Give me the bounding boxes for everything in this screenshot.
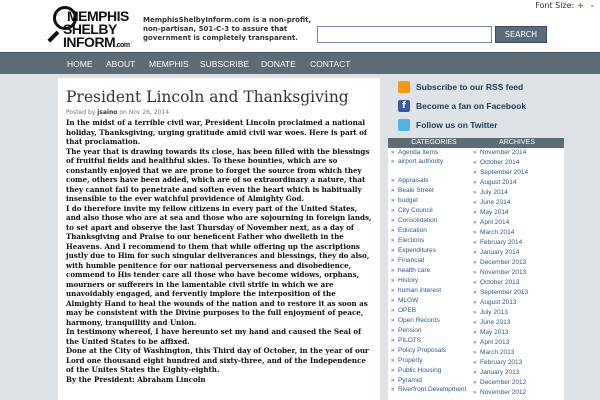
category-label: Policy Proposals — [398, 347, 447, 354]
bullet-icon: » — [473, 270, 477, 276]
subscribe-twitter-label[interactable]: Follow us on Twitter — [416, 120, 498, 130]
archive-label: February 2013 — [480, 359, 523, 366]
archives-list — [470, 148, 564, 398]
post-paragraph: In testimony whereof, I have hereunto set my hand and caused the Seal of the United States to be affixed. — [66, 327, 362, 346]
bullet-icon: » — [391, 288, 395, 294]
bullet-icon: » — [473, 210, 477, 216]
category-label: Consolidation — [398, 217, 438, 224]
category-label: Elections — [398, 237, 425, 244]
bullet-icon: » — [473, 260, 477, 266]
bullet-icon: » — [391, 378, 395, 384]
archive-link[interactable] — [470, 188, 564, 198]
category-link[interactable] — [388, 376, 480, 386]
nav-about[interactable]: ABOUT — [106, 59, 136, 69]
archive-label: January 2013 — [480, 369, 520, 376]
facebook-icon: f — [398, 100, 410, 112]
bullet-icon: » — [391, 358, 395, 364]
category-label: Appraisals — [398, 177, 429, 184]
font-increase-button[interactable]: + — [577, 1, 584, 10]
archive-link[interactable] — [470, 348, 564, 358]
bullet-icon: » — [473, 240, 477, 246]
bullet-icon: » — [391, 150, 395, 156]
post-paragraph: In the midst of a terrible civil war, President Lincoln proclaimed a national holiday, Thanksgiving, urging gratitude amid civil war woes. Here is part of that proclamation. — [66, 118, 367, 146]
archive-label: April 2014 — [480, 219, 510, 226]
categories-list — [388, 148, 480, 400]
archive-link[interactable] — [470, 238, 564, 248]
archive-label: April 2013 — [480, 339, 510, 346]
category-link[interactable] — [388, 226, 480, 236]
bullet-icon: » — [391, 238, 395, 244]
archives-widget — [470, 138, 564, 400]
archive-label: July 2014 — [480, 189, 508, 196]
bullet-icon: » — [391, 268, 395, 274]
bullet-icon: » — [473, 330, 477, 336]
bullet-icon: » — [473, 340, 477, 346]
rss-icon — [398, 81, 410, 93]
logo-line-3 — [63, 34, 130, 50]
bullet-icon: » — [391, 188, 395, 194]
post-paragraph: I do therefore invite my fellow citizens in every part of the United States, and also those who are at sea and those who are sojourning in foreign lands, to set apart and observe the last Thursday of November next, as a day of Thanksgiving and Praise to our beneficent Father who dwelleth in the Heavens. And I recommend to them that while offering up the ascriptions justly due to Him for such singular deliverances and blessings, they do also, with humble penitence for our national perverseness and disobedience, commend to His tender care all those who have become widows, orphans, mourners or sufferers in the lamentable civil strife in which we are unavoidably engaged, and fervently implore the interposition of the Almighty Hand to heal the wounds of the nation and to restore it as soon as may be consistent with the Divine purposes to the full enjoyment of peace, harmony, tranquillity and Union. — [66, 203, 372, 327]
font-decrease-button[interactable]: - — [590, 1, 594, 10]
category-label: human interest — [398, 287, 441, 294]
bullet-icon: » — [473, 200, 477, 206]
post-author[interactable]: jsaino — [97, 109, 118, 116]
archive-label: July 2013 — [480, 309, 508, 316]
logo-line-2: SHELBY — [63, 21, 117, 37]
bullet-icon: » — [391, 228, 395, 234]
category-link[interactable] — [388, 176, 480, 186]
bullet-icon: » — [391, 178, 395, 184]
subscribe-twitter[interactable] — [396, 118, 600, 134]
category-link[interactable] — [388, 326, 480, 336]
bullet-icon: » — [391, 368, 395, 374]
bullet-icon: » — [473, 230, 477, 236]
category-label: City Council — [398, 207, 433, 214]
category-label: MLGW — [398, 297, 419, 304]
archive-link[interactable] — [470, 308, 564, 318]
site-tagline: MemphisShelbyInform.com is a non-profit, non-partisan, 501-C-3 to assure that government is completely transparent. — [143, 16, 312, 42]
bullet-icon: » — [391, 208, 395, 214]
category-label: Education — [398, 227, 427, 234]
category-label: Pyramid — [398, 377, 422, 384]
category-link[interactable] — [388, 296, 480, 306]
archive-label: December 2012 — [480, 379, 527, 386]
category-link[interactable] — [388, 256, 480, 266]
bullet-icon: » — [391, 218, 395, 224]
archive-link[interactable] — [470, 338, 564, 348]
archive-link[interactable] — [470, 158, 564, 168]
bullet-icon: » — [473, 160, 477, 166]
category-label: budget — [398, 197, 418, 204]
category-link[interactable] — [388, 236, 480, 246]
category-link[interactable] — [388, 276, 480, 286]
post-content — [58, 78, 380, 400]
bullet-icon: » — [473, 380, 477, 386]
category-link[interactable] — [388, 196, 480, 206]
bullet-icon: » — [473, 280, 477, 286]
post-paragraph: The year that is drawing towards its close, has been filled with the blessings of fruitful fields and healthful skies. To these bounties, which are so constantly enjoyed that we are prone to forget the source from which they come, others have been added, which are of so extraordinary a nature, that they cannot fail to penetrate and soften even the heart which is habitually insensible to the ever watchful providence of Almighty God. — [66, 146, 370, 203]
archive-label: January 2014 — [480, 249, 520, 256]
category-link[interactable] — [388, 336, 480, 346]
archive-label: May 2014 — [480, 209, 509, 216]
archive-link[interactable] — [470, 258, 564, 268]
post-paragraph: Done at the City of Washington, this Third day of October, in the year of our Lord one thousand eight hundred and sixty-three, and of the Independence of the Unites States the Eighty-eighth. — [66, 346, 369, 374]
bullet-icon: » — [473, 360, 477, 366]
search-input[interactable] — [317, 26, 492, 43]
bullet-icon: » — [391, 248, 395, 254]
category-link[interactable] — [388, 206, 480, 216]
archive-link[interactable] — [470, 288, 564, 298]
bullet-icon: » — [391, 387, 395, 393]
category-link[interactable] — [388, 158, 480, 176]
magnifier-handle — [47, 31, 59, 43]
nav-memphis[interactable]: MEMPHIS — [149, 59, 189, 69]
bullet-icon: » — [473, 320, 477, 326]
archive-link[interactable] — [470, 228, 564, 238]
archive-label: October 2013 — [480, 279, 520, 286]
bullet-icon: » — [391, 328, 395, 334]
archive-link[interactable] — [470, 318, 564, 328]
category-label: health care — [398, 267, 431, 274]
twitter-icon — [398, 119, 410, 131]
archive-label: June 2014 — [480, 199, 511, 206]
font-size-control — [535, 1, 594, 10]
categories-title: CATEGORIES — [388, 138, 480, 148]
site-header — [0, 0, 600, 52]
archive-label: June 2013 — [480, 319, 511, 326]
bullet-icon: » — [473, 250, 477, 256]
logo-line-3-text: INFORM — [63, 34, 116, 50]
nav-contact[interactable]: CONTACT — [310, 59, 351, 69]
category-label: Property — [398, 357, 423, 364]
bullet-icon: » — [473, 220, 477, 226]
search-button[interactable]: SEARCH — [495, 26, 547, 43]
bullet-icon: » — [473, 300, 477, 306]
category-label: History — [398, 277, 419, 284]
category-link[interactable] — [388, 366, 480, 376]
category-link[interactable] — [388, 386, 480, 400]
archive-link[interactable] — [470, 168, 564, 178]
bullet-icon: » — [391, 308, 395, 314]
category-link[interactable] — [388, 306, 480, 316]
archive-label: November 2013 — [480, 269, 527, 276]
archive-link[interactable] — [470, 208, 564, 218]
category-label: Beale Street — [398, 187, 434, 194]
bullet-icon: » — [391, 318, 395, 324]
site-logo[interactable] — [43, 6, 133, 48]
archive-label: March 2013 — [480, 349, 515, 356]
bullet-icon: » — [473, 190, 477, 196]
archive-label: November 2012 — [480, 389, 527, 396]
archive-label: August 2014 — [480, 179, 517, 186]
main-nav — [0, 52, 600, 74]
bullet-icon: » — [391, 198, 395, 204]
bullet-icon: » — [473, 150, 477, 156]
date-prefix: on — [119, 109, 127, 116]
archive-link[interactable] — [470, 358, 564, 368]
bullet-icon: » — [473, 180, 477, 186]
category-link[interactable] — [388, 356, 480, 366]
post-body — [66, 118, 372, 384]
post-date: Nov 26, 2014 — [128, 109, 170, 116]
post-title[interactable]: President Lincoln and Thanksgiving — [66, 88, 349, 106]
category-label: Pension — [398, 327, 422, 334]
nav-subscribe[interactable]: SUBSCRIBE — [200, 59, 250, 69]
bullet-icon: » — [473, 310, 477, 316]
category-label: Agenda Items — [398, 149, 439, 156]
archive-link[interactable] — [470, 268, 564, 278]
subscribe-facebook-label[interactable]: Become a fan on Facebook — [416, 101, 527, 111]
category-link[interactable] — [388, 246, 480, 256]
subscribe-rss-label[interactable]: Subscribe to our RSS feed — [416, 82, 524, 92]
bullet-icon: » — [391, 258, 395, 264]
bullet-icon: » — [391, 348, 395, 354]
archive-label: September 2014 — [480, 169, 529, 176]
category-link[interactable] — [388, 286, 480, 296]
bullet-icon: » — [473, 350, 477, 356]
archive-link[interactable] — [470, 328, 564, 338]
post-paragraph: By the President: Abraham Lincoln — [66, 374, 206, 384]
category-label: Public Housing — [398, 367, 442, 374]
category-label: PILOTS — [398, 337, 422, 344]
posted-by-label: Posted by — [66, 109, 96, 116]
sidebar — [391, 80, 600, 396]
archive-link[interactable] — [470, 178, 564, 188]
archive-link[interactable] — [470, 198, 564, 208]
archive-link[interactable] — [470, 378, 564, 388]
archive-label: May 2013 — [480, 329, 509, 336]
nav-home[interactable]: HOME — [67, 59, 93, 69]
category-label: Riverfront Development — [398, 386, 467, 393]
archive-link[interactable] — [470, 388, 564, 398]
nav-donate[interactable]: DONATE — [261, 59, 296, 69]
archive-link[interactable] — [470, 248, 564, 258]
category-label: Expenditures — [398, 247, 436, 254]
bullet-icon: » — [473, 370, 477, 376]
category-link[interactable] — [388, 316, 480, 326]
subscribe-facebook[interactable] — [396, 99, 600, 115]
category-link[interactable] — [388, 266, 480, 276]
archive-link[interactable] — [470, 278, 564, 288]
logo-tld: .com — [115, 42, 130, 49]
logo-line-1: MEMPHIS — [67, 8, 129, 24]
archive-link[interactable] — [470, 148, 564, 158]
font-size-label: Font Size: — [535, 1, 575, 10]
bullet-icon: » — [391, 298, 395, 304]
category-label: OPEB — [398, 307, 417, 314]
bullet-icon: » — [473, 390, 477, 396]
bullet-icon: » — [391, 159, 395, 165]
category-label: airport authority — [398, 158, 444, 165]
bullet-icon: » — [473, 170, 477, 176]
bullet-icon: » — [391, 278, 395, 284]
bullet-icon: » — [391, 338, 395, 344]
bullet-icon: » — [473, 290, 477, 296]
category-link[interactable] — [388, 148, 480, 158]
post-meta — [66, 109, 372, 116]
category-link[interactable] — [388, 346, 480, 356]
archives-title: ARCHIVES — [470, 138, 564, 148]
archive-label: September 2013 — [480, 289, 529, 296]
archive-link[interactable] — [470, 298, 564, 308]
categories-widget — [388, 138, 480, 400]
archive-label: February 2014 — [480, 239, 523, 246]
archive-label: October 2014 — [480, 159, 520, 166]
subscribe-rss[interactable] — [396, 80, 600, 96]
category-label: Financial — [398, 257, 425, 264]
archive-label: March 2014 — [480, 229, 515, 236]
archive-link[interactable] — [470, 218, 564, 228]
archive-link[interactable] — [470, 368, 564, 378]
archive-label: November 2014 — [480, 149, 527, 156]
archive-label: December 2013 — [480, 259, 527, 266]
category-link[interactable] — [388, 186, 480, 196]
archive-label: August 2013 — [480, 299, 517, 306]
category-label: Open Records — [398, 317, 440, 324]
category-link[interactable] — [388, 216, 480, 226]
